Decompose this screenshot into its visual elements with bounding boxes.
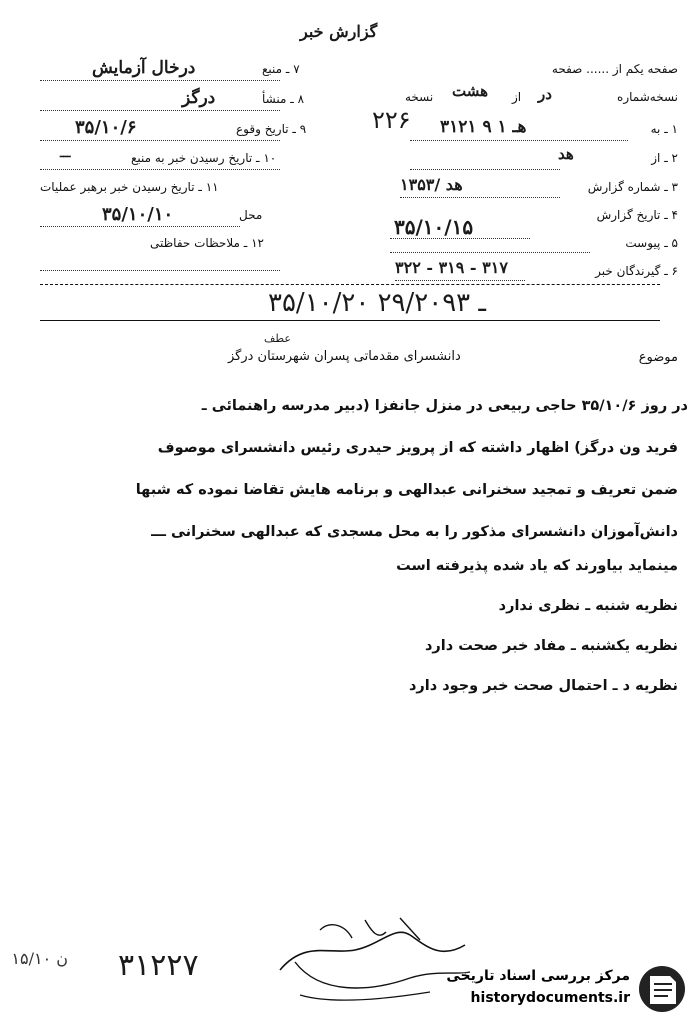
- page-count-line: صفحه یکم از ...... صفحه: [551, 62, 678, 76]
- body-line: دانش‌آموزان دانشسرای مذکور را به محل مسجدی که عبدالهی سخنرانی ـــ: [151, 524, 678, 540]
- handwritten-number: ۳۱۲۲۷: [118, 948, 199, 983]
- copy-number-value: در: [538, 85, 552, 103]
- archive-emblem-icon: [636, 964, 688, 1014]
- evaluation-line: نظریه یکشنبه ـ مفاد خبر صحت دارد: [424, 638, 678, 654]
- copy-from-value: هشت: [452, 82, 489, 100]
- divider-solid: [40, 320, 660, 321]
- field-7-label: ۷ ـ منبع: [262, 62, 300, 76]
- margin-note: ن ۱۵/۱۰: [11, 949, 68, 968]
- field-11-value: ۳۵/۱۰/۱۰: [102, 204, 174, 225]
- field-1-value: ۳۱۲۱ ۹ هـ ۱: [440, 117, 527, 137]
- handwritten-date-number: ۳۵/۱۰/۲۰ ـ ۲۹/۲۰۹۳: [268, 288, 487, 318]
- copy-from-label: از: [512, 90, 522, 104]
- field-7-value: درخال آزمایش: [92, 58, 196, 78]
- body-line: فرید ون درگز) اظهار داشته که از پرویز حیدری رئیس دانشسرای موصوف: [157, 440, 678, 456]
- field-9-label: ۹ ـ تاریخ وقوع: [236, 122, 307, 136]
- field-4-label: ۴ ـ تاریخ گزارش: [596, 208, 678, 222]
- field-1-label: ۱ ـ به: [650, 122, 678, 136]
- subject-inserted-word: عطف: [264, 332, 291, 345]
- body-line: ضمن تعریف و تمجید سخنرانی عبدالهی و برنامه هایش تقاضا نموده که شبها: [135, 482, 678, 498]
- page-title: گزارش خبر: [300, 22, 378, 41]
- field-2-label: ۲ ـ از: [651, 151, 678, 165]
- field-8-value: درگز: [182, 88, 216, 108]
- body-line: در روز ۳۵/۱۰/۶ حاجی ربیعی در منزل جانفزا (دبیر مدرسه راهنمائی ـ: [201, 398, 688, 414]
- watermark-logo: [410, 962, 692, 1016]
- field-3-label: ۳ ـ شماره گزارش: [587, 180, 678, 194]
- subject-text: دانشسرای مقدماتی پسران شهرستان درگز: [228, 349, 461, 364]
- field-6-value: ۳۲۲ - ۳۱۹ - ۳۱۷: [395, 258, 508, 277]
- evaluation-line: نظریه شنبه ـ نظری ندارد: [498, 598, 678, 614]
- copy-number-label: نسخه‌شماره: [617, 90, 678, 104]
- watermark-url: historydocuments.ir: [470, 990, 630, 1006]
- field-8-label: ۸ ـ منشأ: [262, 92, 305, 106]
- field-6-label: ۶ ـ گیرندگان خبر: [595, 264, 678, 278]
- watermark-name: مرکز بررسی اسناد تاریخی: [446, 968, 630, 984]
- field-10-label: ۱۰ ـ تاریخ رسیدن خبر به منبع: [131, 151, 277, 165]
- field-12-label: ۱۲ ـ ملاحظات حفاظتی: [150, 236, 264, 250]
- field-9-value: ۳۵/۱۰/۶: [75, 117, 137, 138]
- subject-label: موضوع: [638, 350, 678, 365]
- field-2-value: هد: [558, 145, 574, 163]
- field-4-value: ۳۵/۱۰/۱۵: [394, 215, 474, 239]
- copy-suffix: نسخه: [405, 90, 434, 104]
- field-11-label: ۱۱ ـ تاریخ رسیدن خبر برهبر عملیات: [40, 180, 219, 194]
- evaluation-line: نظریه د ـ احتمال صحت خبر وجود دارد: [408, 678, 678, 694]
- divider-dashed: [40, 284, 660, 285]
- body-line: مینماید بیاورند که یاد شده پذیرفته است: [396, 558, 678, 574]
- field-10-value: ـــ: [60, 146, 71, 160]
- field-11-sublabel: محل: [239, 208, 263, 222]
- field-5-label: ۵ ـ پیوست: [625, 236, 678, 250]
- copy-overwrite: ۲۲۶: [372, 106, 411, 134]
- field-3-value: هد /۱۳۵۳: [400, 175, 463, 194]
